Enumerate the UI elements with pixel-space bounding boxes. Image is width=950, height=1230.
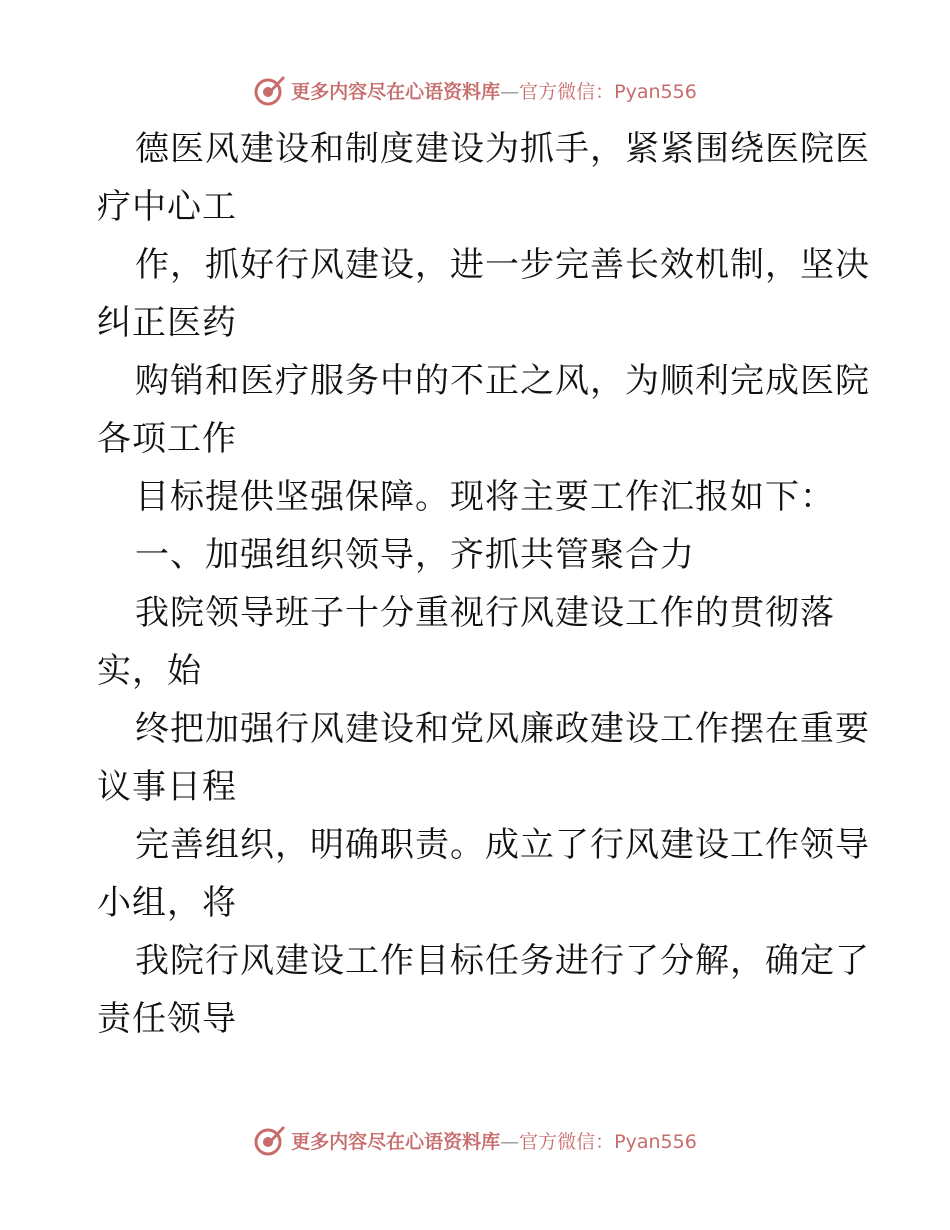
text-line: 终把加强行风建设和党风廉政建设工作摆在重要 [135, 709, 870, 749]
document-body [97, 120, 870, 1048]
banner-text [291, 77, 697, 104]
banner-main-text: 更多内容尽在心语资料库 [291, 80, 501, 103]
text-line: 目标提供坚强保障。现将主要工作汇报如下： [135, 477, 835, 517]
quill-logo-icon [253, 1123, 287, 1157]
banner-main-text: 更多内容尽在心语资料库 [291, 1130, 501, 1153]
footer-watermark-banner [0, 1120, 950, 1160]
banner-wechat-text: 官方微信：Pyan556 [519, 1130, 697, 1153]
text-line: 我院行风建设工作目标任务进行了分解，确定了 [135, 941, 870, 981]
banner-wechat-text: 官方微信：Pyan556 [519, 80, 697, 103]
text-line: 我院领导班子十分重视行风建设工作的贯彻落 [135, 593, 835, 633]
banner-dash: — [500, 1130, 520, 1153]
text-line: 实，始 [97, 651, 202, 691]
text-line: 疗中心工 [97, 187, 237, 227]
text-line: 德医风建设和制度建设为抓手，紧紧围绕医院医 [135, 129, 870, 169]
banner-text [291, 1127, 697, 1154]
banner-dash: — [500, 80, 520, 103]
section-heading: 一、加强组织领导，齐抓共管聚合力 [135, 535, 695, 575]
text-line: 各项工作 [97, 419, 237, 459]
text-line: 纠正医药 [97, 303, 237, 343]
text-line: 完善组织，明确职责。成立了行风建设工作领导 [135, 825, 870, 865]
text-line: 购销和医疗服务中的不正之风，为顺利完成医院 [135, 361, 870, 401]
text-line: 作，抓好行风建设，进一步完善长效机制，坚决 [135, 245, 870, 285]
text-line: 小组，将 [97, 883, 237, 923]
text-line: 议事日程 [97, 767, 237, 807]
quill-logo-icon [253, 73, 287, 107]
text-line: 责任领导 [97, 999, 237, 1039]
header-watermark-banner [0, 70, 950, 110]
